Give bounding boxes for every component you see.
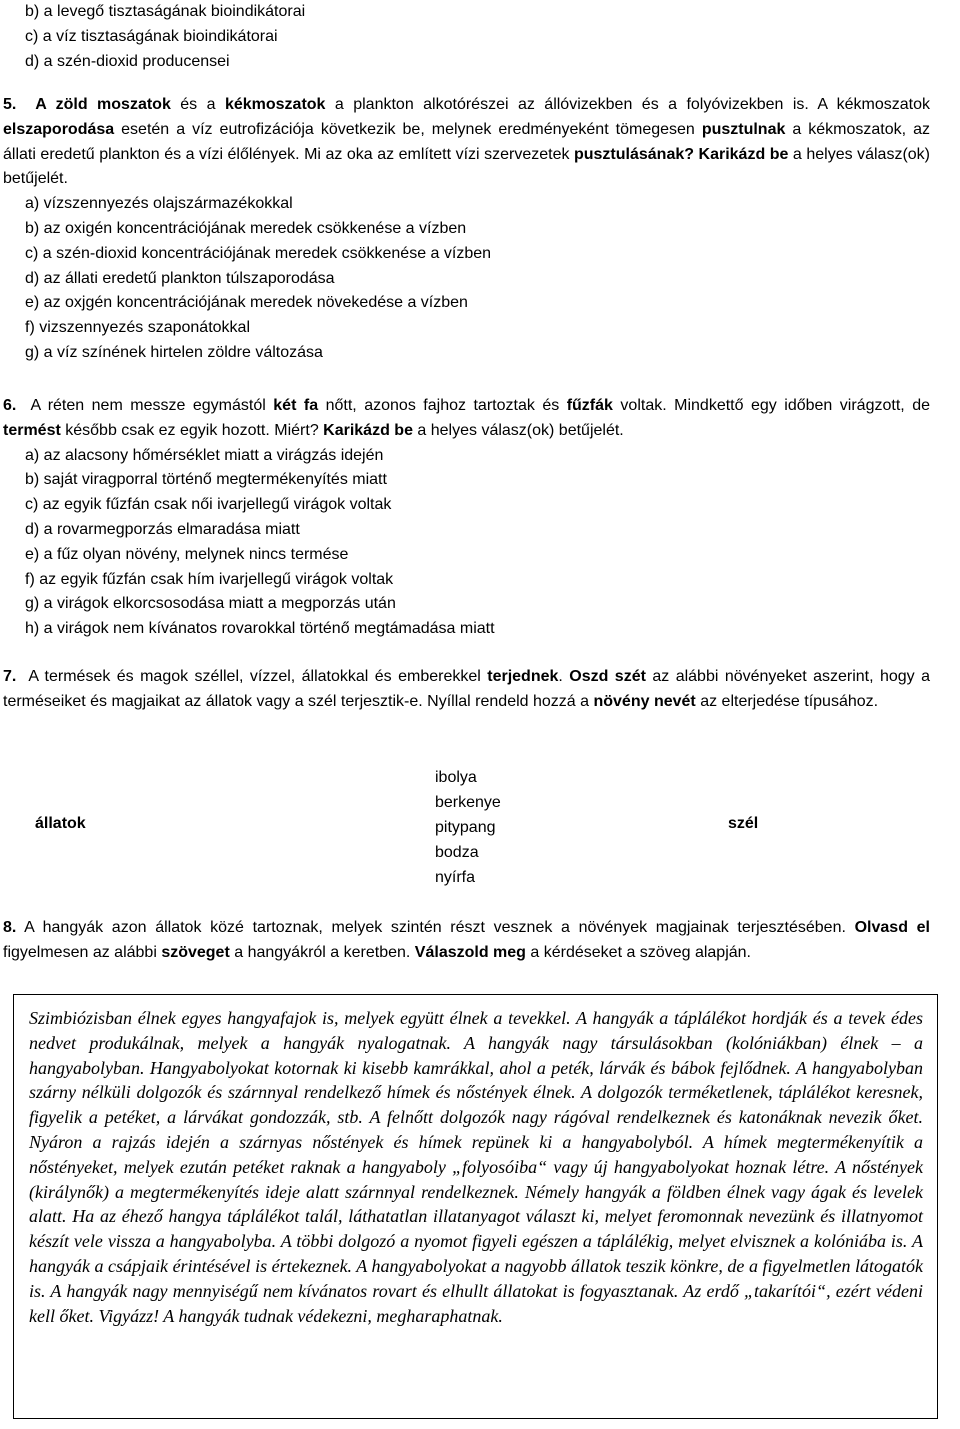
text: és a [170,96,225,113]
plant-name[interactable]: berkenye [435,794,501,811]
question-6 [3,394,930,642]
emphasis: terjednek [487,668,559,685]
emphasis: termést [3,421,61,439]
option-c: c) a víz tisztaságának bioindikátorai [25,27,278,45]
answer-option[interactable]: g) a víz színének hirtelen zöldre változása [25,343,323,361]
text: a kékmoszatok, az állati eredetű plankton és a vízi élőlények. Mi az oka az említett vízi szervezetek [3,120,930,163]
emphasis: kékmoszatok [224,96,326,113]
text: nőtt, azonos fajhoz tartoztak és [318,397,567,414]
emphasis: Karikázd be [323,421,413,439]
question-5-text [3,93,930,192]
question-5 [3,93,930,366]
text: figyelmesen az alábbi [3,943,162,961]
text: később csak ez egyik hozott. Miért? [60,421,324,439]
emphasis: Válaszold meg [414,943,526,961]
reading-passage-box [13,994,938,1419]
text: esetén a víz eutrofizációja következik be, melynek eredményeként tömegesen [114,120,702,138]
text: a hangyákról a keretben. [229,943,415,961]
answer-option[interactable]: a) az alacsony hőmérséklet miatt a virágzás idején [25,446,384,464]
emphasis: Karikázd be [698,145,789,163]
previous-question-options [25,0,945,74]
answer-option[interactable]: e) az oxjgén koncentrációjának meredek növekedése a vízben [25,294,468,312]
answer-option[interactable]: d) a rovarmegporzás elmaradása miatt [25,520,300,538]
plant-name[interactable]: bodza [435,844,479,861]
emphasis: két fa [273,397,319,414]
answer-options [3,444,930,642]
question-7 [3,665,930,715]
question-number: 8. [3,919,17,936]
answer-option[interactable]: d) az állati eredetű plankton túlszaporodása [25,269,335,287]
emphasis: pusztulnak [701,120,786,138]
emphasis: Oszd szét [569,668,646,685]
dispersal-wind-label[interactable]: szél [728,815,759,832]
text: az elterjedése típusához. [695,692,879,710]
question-number: 6. [3,397,17,414]
question-8-text [3,916,930,966]
question-7-text [3,665,930,715]
emphasis: pusztulásának? [573,145,695,163]
text: a helyes válasz(ok) betűjelét. [3,145,931,188]
emphasis: A zöld moszatok [35,96,171,113]
text: A termések és magok széllel, vízzel, állatokkal és emberekkel [28,668,488,685]
answer-option[interactable]: a) vízszennyezés olajszármazékokkal [25,195,293,213]
answer-option[interactable]: c) az egyik fűzfán csak női ivarjellegű virágok voltak [25,496,392,514]
answer-option[interactable]: f) vizszennyezés szaponátokkal [25,319,250,337]
answer-option[interactable]: e) a fűz olyan növény, melynek nincs termése [25,545,349,563]
question-6-text [3,394,930,444]
answer-option[interactable]: b) saját viragporral történő megtermékenyítés miatt [25,471,387,489]
emphasis: Olvasd el [854,919,930,936]
answer-option[interactable]: g) a virágok elkorcsosodása miatt a megporzás után [25,595,396,613]
text: A hangyák azon állatok közé tartoznak, melyek szintén részt vesznek a növények magjainak terjesztésében. [24,919,855,936]
emphasis: növény nevét [593,692,696,710]
answer-option[interactable]: b) az oxigén koncentrációjának meredek csökkenése a vízben [25,219,467,237]
plant-name[interactable]: nyírfa [435,869,476,886]
question-number: 7. [3,668,17,685]
question-number: 5. [3,96,17,113]
text: voltak. Mindkettő egy időben virágzott, de [612,397,930,414]
plant-list [435,765,635,890]
answer-option[interactable]: f) az egyik fűzfán csak hím ivarjellegű virágok voltak [25,570,394,588]
text: A réten nem messze egymástól [30,397,274,414]
text: a helyes válasz(ok) betűjelét. [412,421,624,439]
emphasis: elszaporodása [3,120,115,138]
plant-name[interactable]: pitypang [435,819,496,836]
dispersal-animals-label[interactable]: állatok [35,815,86,832]
reading-passage-text: Szimbiózisban élnek egyes hangyafajok is, melyek együtt élnek a tevekkel. A hangyák a táplálékot hordják és a tevek édes nedvet produkálnak, melyek a hangyák nyalogatnak. A hangyák nagy társulásokban (kolóniákban) élnek – a hangyabolyban. Hangyabolyokat kotornak ki kisebb kamrákkal, ahol a peték, lárvák és bábok fejlődnek. A hangyabolyban szárny nélküli dolgozók és szárnnyal rendelkező hímek és nőstények élnek. A dolgozók terméketlenek, táplálékot keresnek, figyelik a petéket, a lárvákat gondozzák, stb. A felnőtt dolgozók nagy rágóval rendelkeznek és katonáknak nevezik őket. Nyáron a rajzás idején a szárnyas nőstények és hímek repünek ki a hangyabolyból. A hímek megtermékenyítik a nőstényeket, melyek ezután petéket raknak a hangyaboly „folyosóiba“ vagy új hangyabolyokat hoznak létre. A nőstények (királynők) a megtermékenyítés ideje alatt szárnnyal rendelkeznek. Némely hangyák a földben élnek vagy ágak és levelek alatt. Ha az éhező hangya táplálékot talál, láthatatlan illatanyagot választ ki, melyet feromonnak nevezünk és illatnyomot készít vele vissza a hangyabolyba. A többi dolgozó a nyomot figyeli egészen a táplálékig, melyet elvisznek a kolóniába is. A hangyák a csápjaik érintésével is értekeznek. A hangyabolyokat a nagyobb állatok teszik könkre, de a figyelmetlen látogatók is. A hangyák nagy mennyiségű nem kívánatos rovart és elhullt állatokat is fogyasztanak. Az erdő „takarítói“, ezért védeni kell őket. Vigyázz! A hangyák tudnak védekezni, megharaphatnak. [29,1008,923,1326]
option-b: b) a levegő tisztaságának bioindikátorai [25,3,306,20]
text: . [558,668,570,685]
text: az alábbi növényeket aszerint, hogy a terméseiket és magjaikat az állatok vagy a szél terjesztik-e. Nyíllal rendeld hozzá a [3,668,931,710]
answer-options [3,192,930,366]
option-d: d) a szén-dioxid producensei [25,52,230,70]
emphasis: szöveget [161,943,230,961]
emphasis: fűzfák [566,397,613,414]
plant-name[interactable]: ibolya [435,769,477,786]
answer-option[interactable]: c) a szén-dioxid koncentrációjának meredek csökkenése a vízben [25,244,492,262]
text: a kérdéseket a szöveg alapján. [525,943,751,961]
question-8 [3,916,930,966]
answer-option[interactable]: h) a virágok nem kívánatos rovarokkal történő megtámadása miatt [25,620,495,638]
text: a plankton alkotórészei az állóvizekben és a folyóvizekben is. A kékmoszatok [325,96,930,113]
